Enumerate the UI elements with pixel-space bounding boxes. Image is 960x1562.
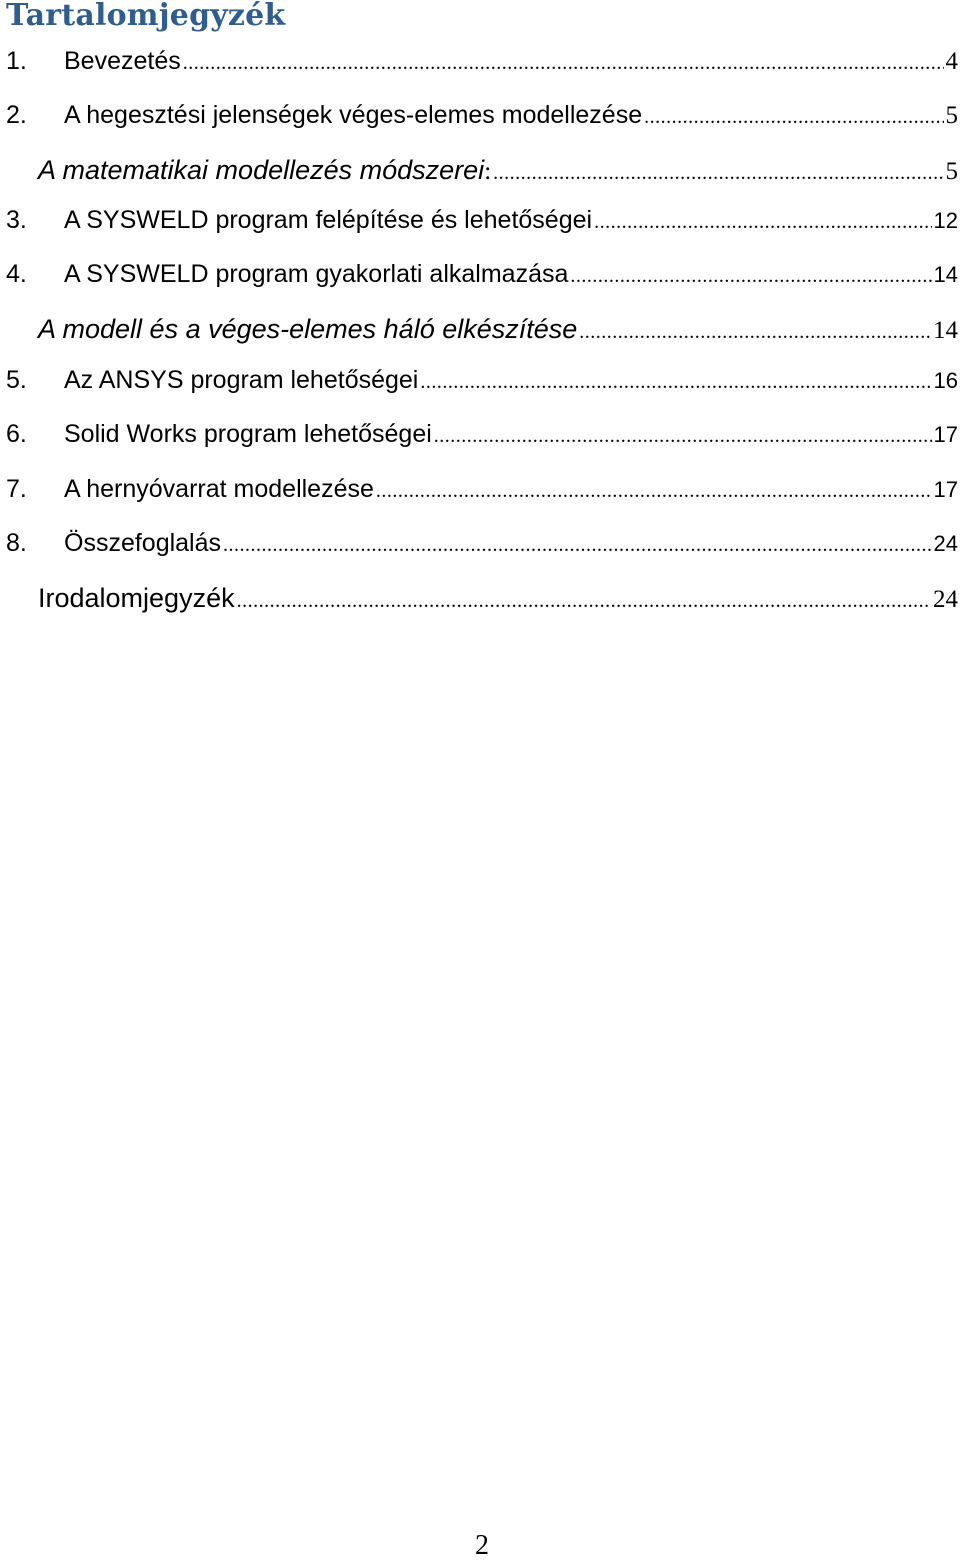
toc-entry-label: A hernyóvarrat modellezése: [64, 475, 374, 503]
toc-entry-label: A hegesztési jelenségek véges-elemes modellezése: [64, 101, 643, 129]
toc-entry-page: 14: [933, 262, 958, 287]
toc-leader-dots: [434, 425, 932, 448]
toc-entry-page: 5: [945, 102, 958, 129]
toc-entry-number: 2.: [6, 101, 27, 129]
toc-leader-dots: [570, 265, 931, 288]
toc-entry-page: 4: [945, 48, 958, 75]
toc-entry-bevezetes[interactable]: [6, 47, 958, 81]
toc-entry-label: Az ANSYS program lehetőségei: [64, 366, 419, 394]
toc-leader-dots: [594, 211, 931, 234]
toc-entry-number: 5.: [6, 366, 27, 394]
toc-entry-hegesztesi-jelensegek[interactable]: [6, 101, 958, 135]
toc-entry-sysweld-felepitese[interactable]: [6, 206, 958, 240]
toc-leader-dots: [376, 480, 932, 503]
toc-entry-label: Összefoglalás: [64, 529, 222, 557]
toc-entry-label: A modell és a véges-elemes háló elkészítése: [38, 314, 578, 344]
toc-entry-number: 6.: [6, 420, 27, 448]
toc-entry-number: 4.: [6, 260, 27, 288]
toc-entry-number: 3.: [6, 206, 27, 234]
toc-entry-osszefoglalas[interactable]: [6, 529, 958, 563]
toc-entry-solid-works[interactable]: [6, 420, 958, 454]
toc-entry-label: Solid Works program lehetőségei: [64, 420, 432, 448]
toc-leader-dots: [237, 590, 931, 613]
toc-entry-page: 24: [933, 531, 958, 556]
toc-entry-number: 7.: [6, 475, 27, 503]
toc-entry-page: 12: [933, 208, 958, 233]
page-number: 2: [475, 1530, 489, 1561]
toc-entry-page: 17: [933, 477, 958, 502]
toc-entry-matematikai-modellezes[interactable]: [38, 155, 958, 189]
toc-entry-ansys[interactable]: [6, 366, 958, 400]
toc-entry-page: 24: [933, 586, 958, 613]
toc-leader-dots: [644, 106, 943, 129]
toc-entry-page: 17: [933, 422, 958, 447]
toc-leader-dots: [493, 162, 943, 185]
toc-entry-sysweld-alkalmazasa[interactable]: [6, 260, 958, 294]
toc-entry-modell-es-halo[interactable]: [38, 314, 958, 348]
toc-entry-label: A SYSWELD program felépítése és lehetőségei: [64, 206, 593, 234]
toc-entry-number: 8.: [6, 529, 27, 557]
toc-leader-dots: [223, 534, 931, 557]
toc-entry-suffix: :: [484, 158, 492, 185]
toc-entry-page: 16: [933, 368, 958, 393]
toc-entry-page: 5: [945, 158, 958, 185]
toc-leader-dots: [183, 52, 944, 75]
toc-entry-number: 1.: [6, 47, 27, 75]
toc-leader-dots: [579, 321, 931, 344]
toc-entry-label: A SYSWELD program gyakorlati alkalmazása: [64, 260, 569, 288]
toc-entry-hernyovarrat[interactable]: [6, 475, 958, 509]
toc-entry-label: Bevezetés: [64, 47, 181, 75]
toc-entry-label: Irodalomjegyzék: [38, 583, 235, 613]
toc-entry-page: 14: [933, 317, 958, 344]
toc-entry-label: A matematikai modellezés módszerei: [38, 155, 485, 185]
toc-title: Tartalomjegyzék: [6, 0, 286, 33]
toc-leader-dots: [420, 371, 931, 394]
toc-entry-irodalomjegyzek[interactable]: [38, 583, 958, 617]
